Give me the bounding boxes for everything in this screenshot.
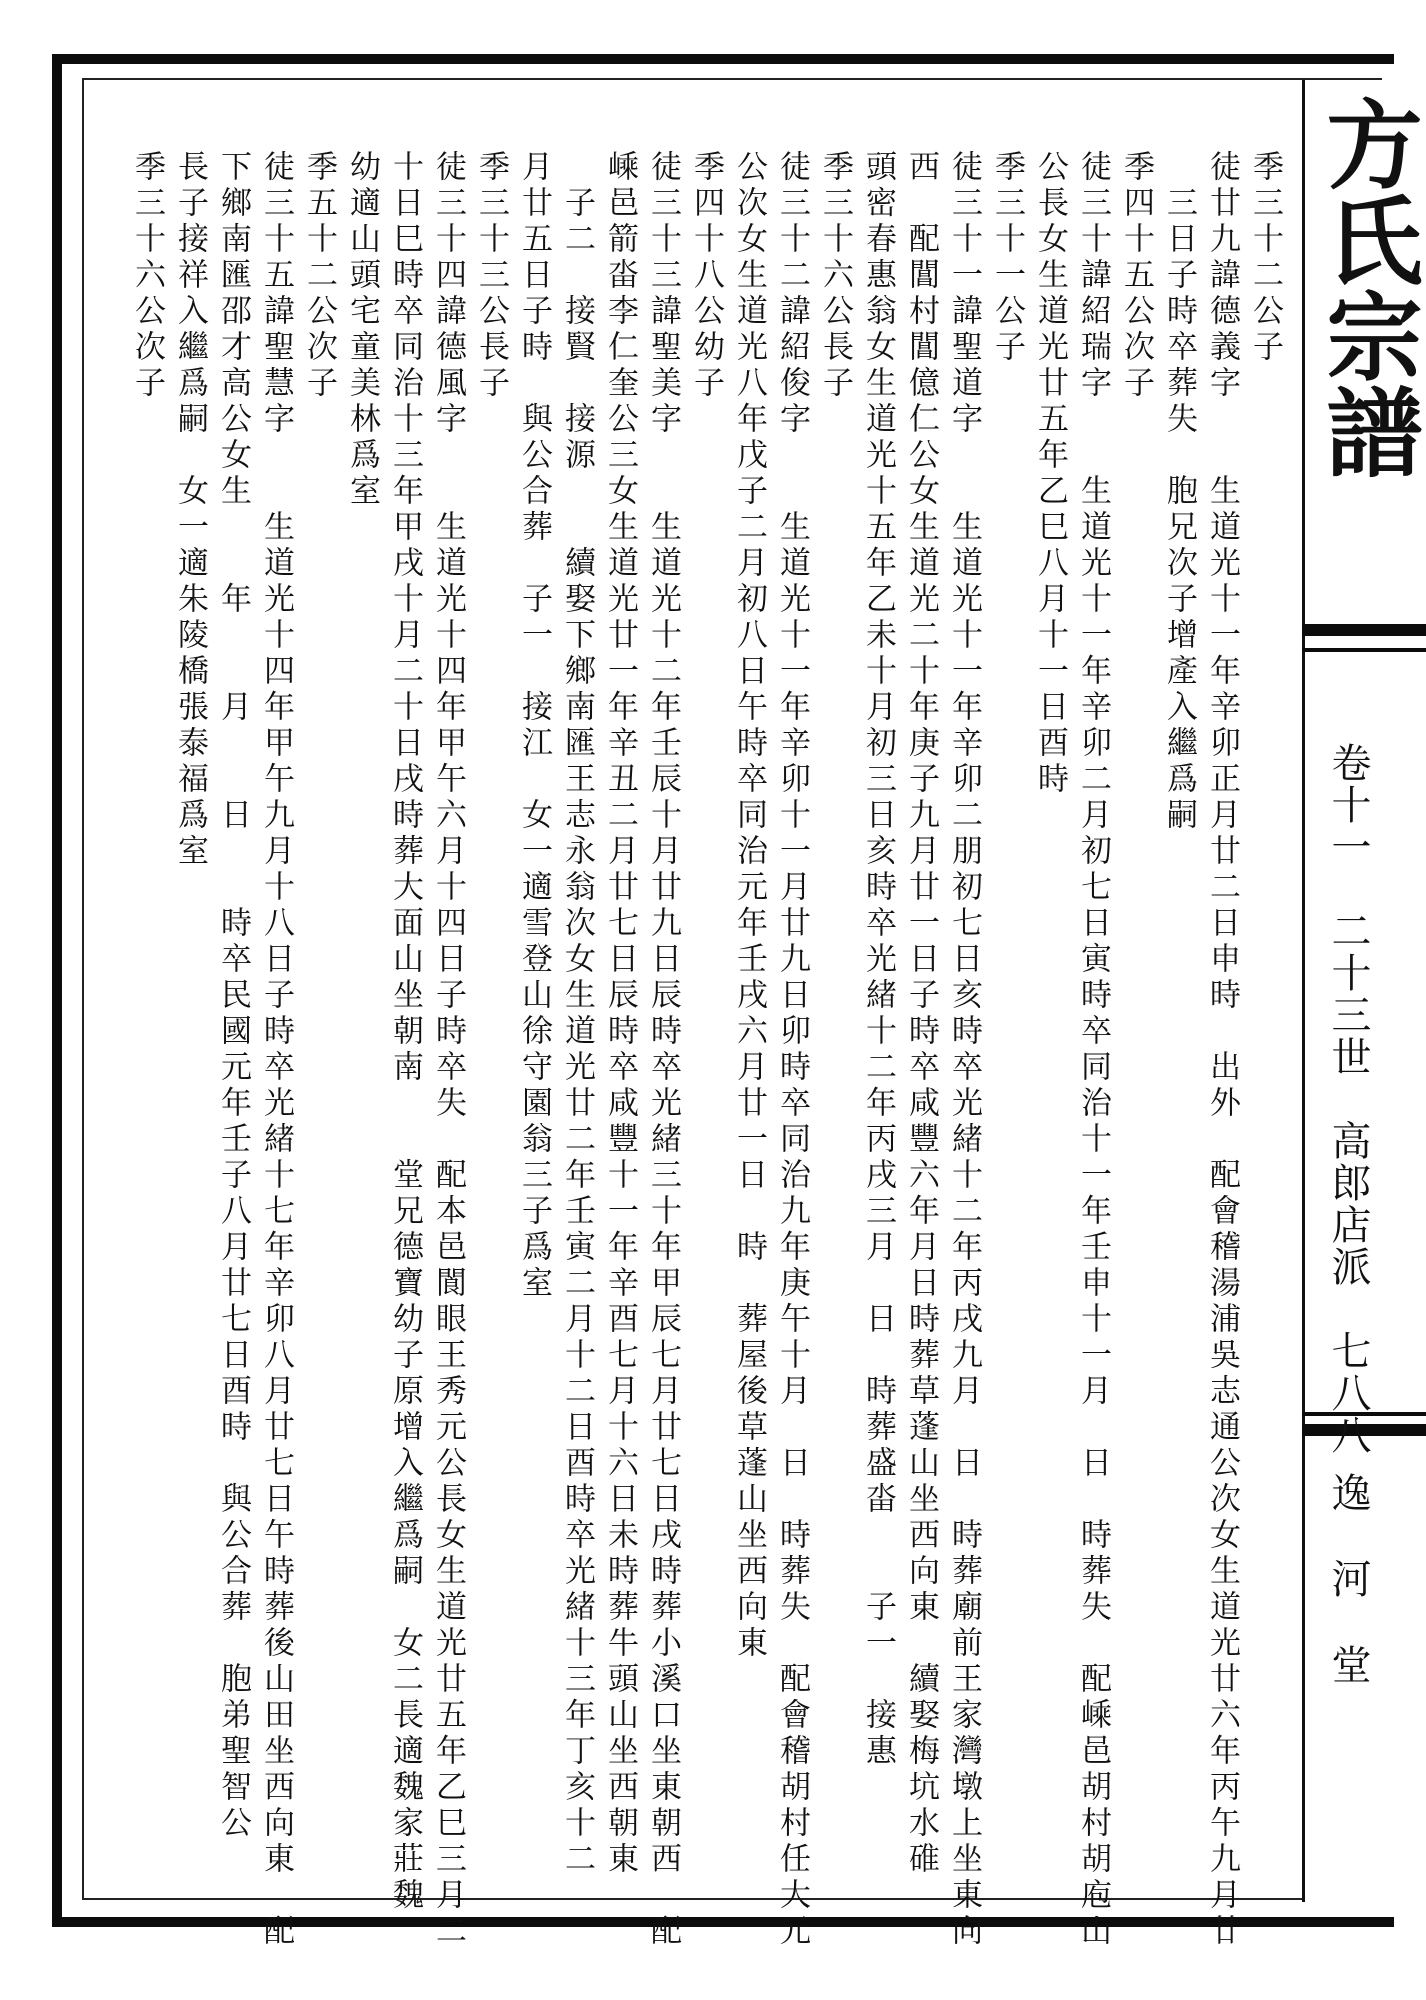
text-column: 徒廿九諱德義字 生道光十一年辛卯正月廿二日申時 出外 配會稽湯浦吳志通公次女生道光廿六年丙午九月廿	[1204, 150, 1240, 1950]
branch-label: 高郎店派	[1325, 1120, 1371, 1288]
text-column: 徒三十二諱紹俊字 生道光十一年辛卯十一月廿九日卯時卒同治九年庚午十月 日 時葬失 配會稽胡村任大元	[774, 150, 810, 1950]
hall-name: 逸河堂	[1325, 1472, 1371, 1730]
text-column: 季三十二公子	[1247, 150, 1283, 366]
text-column: 公次女生道光八年戊子二月初八日午時卒同治元年壬戌六月廿一日 時 葬屋後草蓬山坐西向東	[731, 150, 767, 1662]
text-column: 公長女生道光廿五年乙巳八月十一日酉時	[1032, 150, 1068, 798]
text-column: 季五十二公次子	[301, 150, 337, 402]
book-title: 方氏宗譜	[1311, 95, 1424, 479]
text-column: 徒三十諱紹瑞字 生道光十一年辛卯二月初七日寅時卒同治十一年壬申十一月 日 時葬失 配嵊邑胡村胡庖山	[1075, 150, 1111, 1950]
volume-label: 卷十一	[1325, 742, 1371, 868]
header-divider-top-thin	[1302, 648, 1426, 652]
text-column: 三日子時卒葬失 胞兄次子增產入繼爲嗣	[1161, 150, 1197, 834]
page-number: 七八八	[1325, 1330, 1371, 1456]
text-column: 月廿五日子時 與公合葬 子一 接江 女一適雪登山徐守園翁三子爲室	[516, 150, 552, 1302]
text-column: 徒三十一諱聖道字 生道光十一年辛卯二朋初七日亥時卒光緒十二年丙戌九月 日 時葬廟前王家灣墩上坐東向	[946, 150, 982, 1950]
header-divider-top	[1302, 624, 1426, 636]
text-column: 季四十八公幼子	[688, 150, 724, 402]
text-column: 季四十五公次子	[1118, 150, 1154, 402]
text-column: 季三十六公次子	[129, 150, 165, 402]
text-column: 子二 接賢 接源 續娶下鄉南匯王志永翁次女生道光廿二年壬寅二月十二日酉時卒光緒十三年丁亥十二	[559, 150, 595, 1878]
text-column: 嵊邑箭畓李仁奎公三女生道光廿一年辛丑二月廿七日辰時卒咸豐十一年辛酉七月十六日未時葬牛頭山坐西朝東	[602, 150, 638, 1878]
text-column: 徒三十三諱聖美字 生道光十二年壬辰十月廿九日辰時卒光緒三十年甲辰七月廿七日戌時葬小溪口坐東朝西 配	[645, 150, 681, 1950]
volume-info	[1325, 742, 1371, 1456]
text-column: 徒三十四諱德風字 生道光十四年甲午六月十四日子時卒失 配本邑閬眼王秀元公長女生道光廿五年乙巳三月二	[430, 150, 466, 1950]
text-column: 季三十一公子	[989, 150, 1025, 366]
text-column: 下鄉南匯邵才高公女生 年 月 日 時卒民國元年壬子八月廿七日酉時 與公合葬 胞弟聖智公	[215, 150, 251, 1842]
text-column: 長子接祥入繼爲嗣 女一適朱陵橋張泰福爲室	[172, 150, 208, 870]
generation-label: 二十三世	[1325, 910, 1371, 1078]
text-column: 季三十三公長子	[473, 150, 509, 402]
text-column: 頭密春惠翁女生道光十五年乙未十月初三日亥時卒光緒十二年丙戌三月 日 時葬盛畓 子一 接惠	[860, 150, 896, 1770]
text-column: 十日巳時卒同治十三年甲戌十月二十日戌時葬大面山坐朝南 堂兄德寶幼子原增入繼爲嗣 女二長適魏家莊魏	[387, 150, 423, 1914]
text-column: 季三十六公長子	[817, 150, 853, 402]
text-column: 幼適山頭宅童美林爲室	[344, 150, 380, 510]
text-column: 西 配閶村閶億仁公女生道光二十年庚子九月廿一日子時卒咸豐六年月日時葬草蓬山坐西向東 續娶梅坑水碓	[903, 150, 939, 1878]
text-column: 徒三十五諱聖慧字 生道光十四年甲午九月十八日子時卒光緒十七年辛卯八月廿七日午時葬後山田坐西向東 配	[258, 150, 294, 1950]
genealogy-body	[125, 150, 1286, 1950]
